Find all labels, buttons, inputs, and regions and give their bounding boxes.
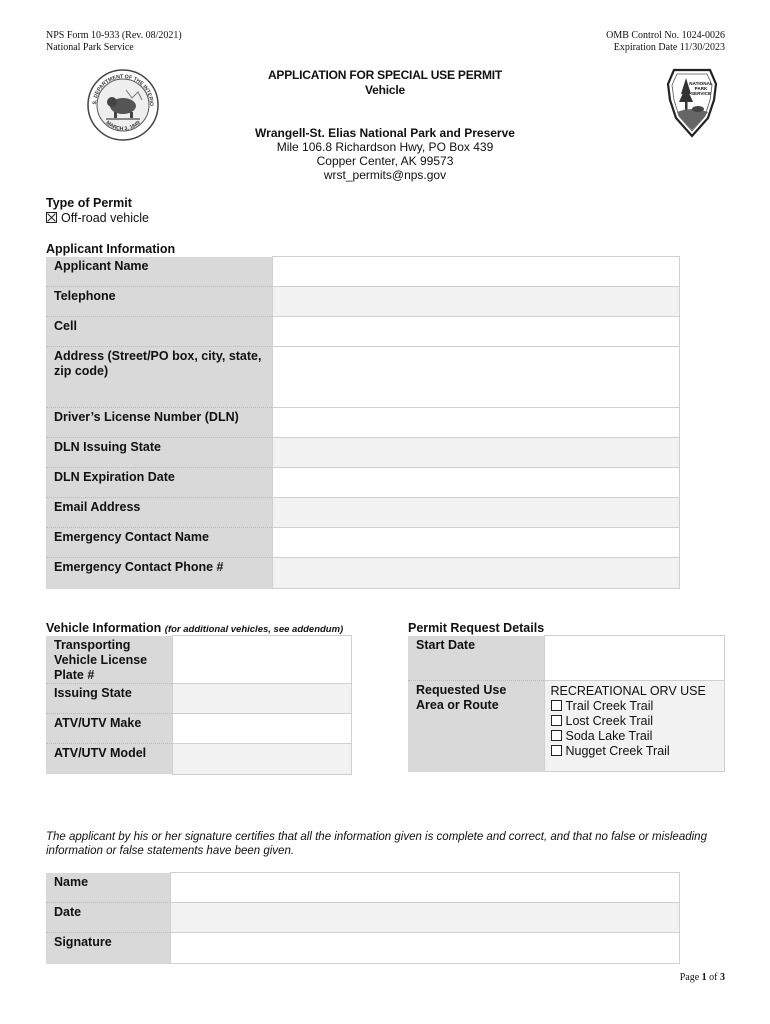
field-label: Applicant Name xyxy=(46,257,272,287)
form-title-block xyxy=(0,68,770,98)
dln-state-input[interactable] xyxy=(272,438,680,468)
trail-label: Nugget Creek Trail xyxy=(565,744,670,758)
cell-input[interactable] xyxy=(272,317,680,347)
dln-expiration-input[interactable] xyxy=(272,468,680,498)
field-label: DLN Expiration Date xyxy=(46,468,272,498)
checkbox-checked-icon[interactable] xyxy=(46,212,57,223)
field-label: ATV/UTV Model xyxy=(46,743,172,774)
field-label: Name xyxy=(46,873,170,903)
current-page: 1 xyxy=(701,972,707,983)
atv-make-input[interactable] xyxy=(172,713,352,743)
table-row xyxy=(46,636,352,684)
checkbox-icon[interactable] xyxy=(551,730,562,741)
telephone-input[interactable] xyxy=(272,287,680,317)
agency-name: National Park Service xyxy=(46,42,134,53)
certification-text: The applicant by his or her signature certifies that all the information given is complete and correct, and that no false or misleading information or false statements have been given. xyxy=(46,831,707,857)
field-label: Transporting Vehicle License Plate # xyxy=(46,636,172,684)
total-pages: 3 xyxy=(720,972,725,983)
table-row xyxy=(46,528,680,558)
table-row xyxy=(46,287,680,317)
trail-label: Lost Creek Trail xyxy=(565,714,654,728)
table-row xyxy=(46,498,680,528)
svg-text:MARCH 3, 1849: MARCH 3, 1849 xyxy=(104,119,142,133)
park-address-line1: Mile 106.8 Richardson Hwy, PO Box 439 xyxy=(276,140,494,154)
signer-name-input[interactable] xyxy=(170,873,680,903)
signature-input[interactable] xyxy=(170,933,680,964)
table-row xyxy=(46,257,680,287)
applicant-heading: Applicant Information xyxy=(46,242,176,256)
trail-label: Soda Lake Trail xyxy=(565,729,653,743)
emergency-contact-name-input[interactable] xyxy=(272,528,680,558)
table-row xyxy=(46,347,680,408)
field-label: Email Address xyxy=(46,498,272,528)
table-row xyxy=(46,683,352,713)
signature-table xyxy=(46,872,680,964)
table-row xyxy=(46,317,680,347)
sign-date-input[interactable] xyxy=(170,903,680,933)
park-address-block xyxy=(0,126,770,182)
field-label: Emergency Contact Phone # xyxy=(46,558,272,589)
svg-text:U.S. DEPARTMENT OF THE INTERIO: S. DEPARTMENT OF THE INTERIO xyxy=(91,73,155,107)
field-label: DLN Issuing State xyxy=(46,438,272,468)
omb-block xyxy=(606,30,725,54)
table-row xyxy=(408,636,725,681)
park-name: Wrangell-St. Elias National Park and Preserve xyxy=(255,126,515,140)
field-label: Cell xyxy=(46,317,272,347)
svg-text:SERVICE: SERVICE xyxy=(690,91,712,96)
form-number: NPS Form 10-933 (Rev. 08/2021) xyxy=(46,30,182,41)
trail-option[interactable] xyxy=(551,744,725,759)
svg-text:NATIONAL: NATIONAL xyxy=(689,81,713,86)
permit-request-heading: Permit Request Details xyxy=(408,621,545,635)
permit-type-option-label: Off-road vehicle xyxy=(61,211,150,225)
applicant-table xyxy=(46,256,680,589)
svg-text:PARK: PARK xyxy=(694,86,708,91)
table-row xyxy=(46,743,352,774)
applicant-name-input[interactable] xyxy=(272,257,680,287)
emergency-contact-phone-input[interactable] xyxy=(272,558,680,589)
permit-type-heading: Type of Permit xyxy=(46,196,132,210)
checkbox-icon[interactable] xyxy=(551,715,562,726)
table-row xyxy=(46,873,680,903)
license-plate-input[interactable] xyxy=(172,636,352,684)
table-row xyxy=(46,903,680,933)
use-type-label: RECREATIONAL ORV USE xyxy=(550,684,706,698)
field-label: Date xyxy=(46,903,170,933)
use-area-options xyxy=(544,681,725,772)
trail-option[interactable] xyxy=(551,729,725,744)
table-row xyxy=(46,468,680,498)
address-input[interactable] xyxy=(272,347,680,408)
page-number: Page 1 of 3 xyxy=(679,972,725,983)
park-address-line2: Copper Center, AK 99573 xyxy=(316,154,454,168)
field-label: Emergency Contact Name xyxy=(46,528,272,558)
issuing-state-input[interactable] xyxy=(172,683,352,713)
field-label: Issuing State xyxy=(46,683,172,713)
field-label: Telephone xyxy=(46,287,272,317)
form-number-block xyxy=(46,30,182,54)
field-label: Address (Street/PO box, city, state, zip code) xyxy=(46,347,272,408)
table-row xyxy=(46,438,680,468)
table-row xyxy=(46,933,680,964)
dln-input[interactable] xyxy=(272,408,680,438)
field-label: Driver’s License Number (DLN) xyxy=(46,408,272,438)
table-row xyxy=(46,408,680,438)
trail-option[interactable] xyxy=(551,714,725,729)
field-label: Start Date xyxy=(408,636,544,681)
field-label: Requested Use Area or Route xyxy=(408,681,544,772)
expiration-date: Expiration Date 11/30/2023 xyxy=(613,42,725,53)
vehicle-heading-text: Vehicle Information xyxy=(46,621,162,635)
trail-label: Trail Creek Trail xyxy=(565,699,654,713)
table-row xyxy=(46,713,352,743)
checkbox-icon[interactable] xyxy=(551,700,562,711)
atv-model-input[interactable] xyxy=(172,743,352,774)
vehicle-table xyxy=(46,635,352,775)
omb-control-number: OMB Control No. 1024-0026 xyxy=(606,30,725,41)
field-label: ATV/UTV Make xyxy=(46,713,172,743)
checkbox-icon[interactable] xyxy=(551,745,562,756)
park-email: wrst_permits@nps.gov xyxy=(323,168,447,182)
table-row xyxy=(408,681,725,772)
form-title: APPLICATION FOR SPECIAL USE PERMIT xyxy=(267,68,503,82)
form-subtitle: Vehicle xyxy=(365,83,405,97)
permit-type-option[interactable] xyxy=(46,211,149,225)
field-label: Signature xyxy=(46,933,170,964)
permit-request-table xyxy=(408,635,725,772)
email-input[interactable] xyxy=(272,498,680,528)
trail-option[interactable] xyxy=(551,699,725,714)
table-row xyxy=(46,558,680,589)
start-date-input[interactable] xyxy=(544,636,725,681)
vehicle-heading-note: (for additional vehicles, see addendum) xyxy=(164,624,344,635)
